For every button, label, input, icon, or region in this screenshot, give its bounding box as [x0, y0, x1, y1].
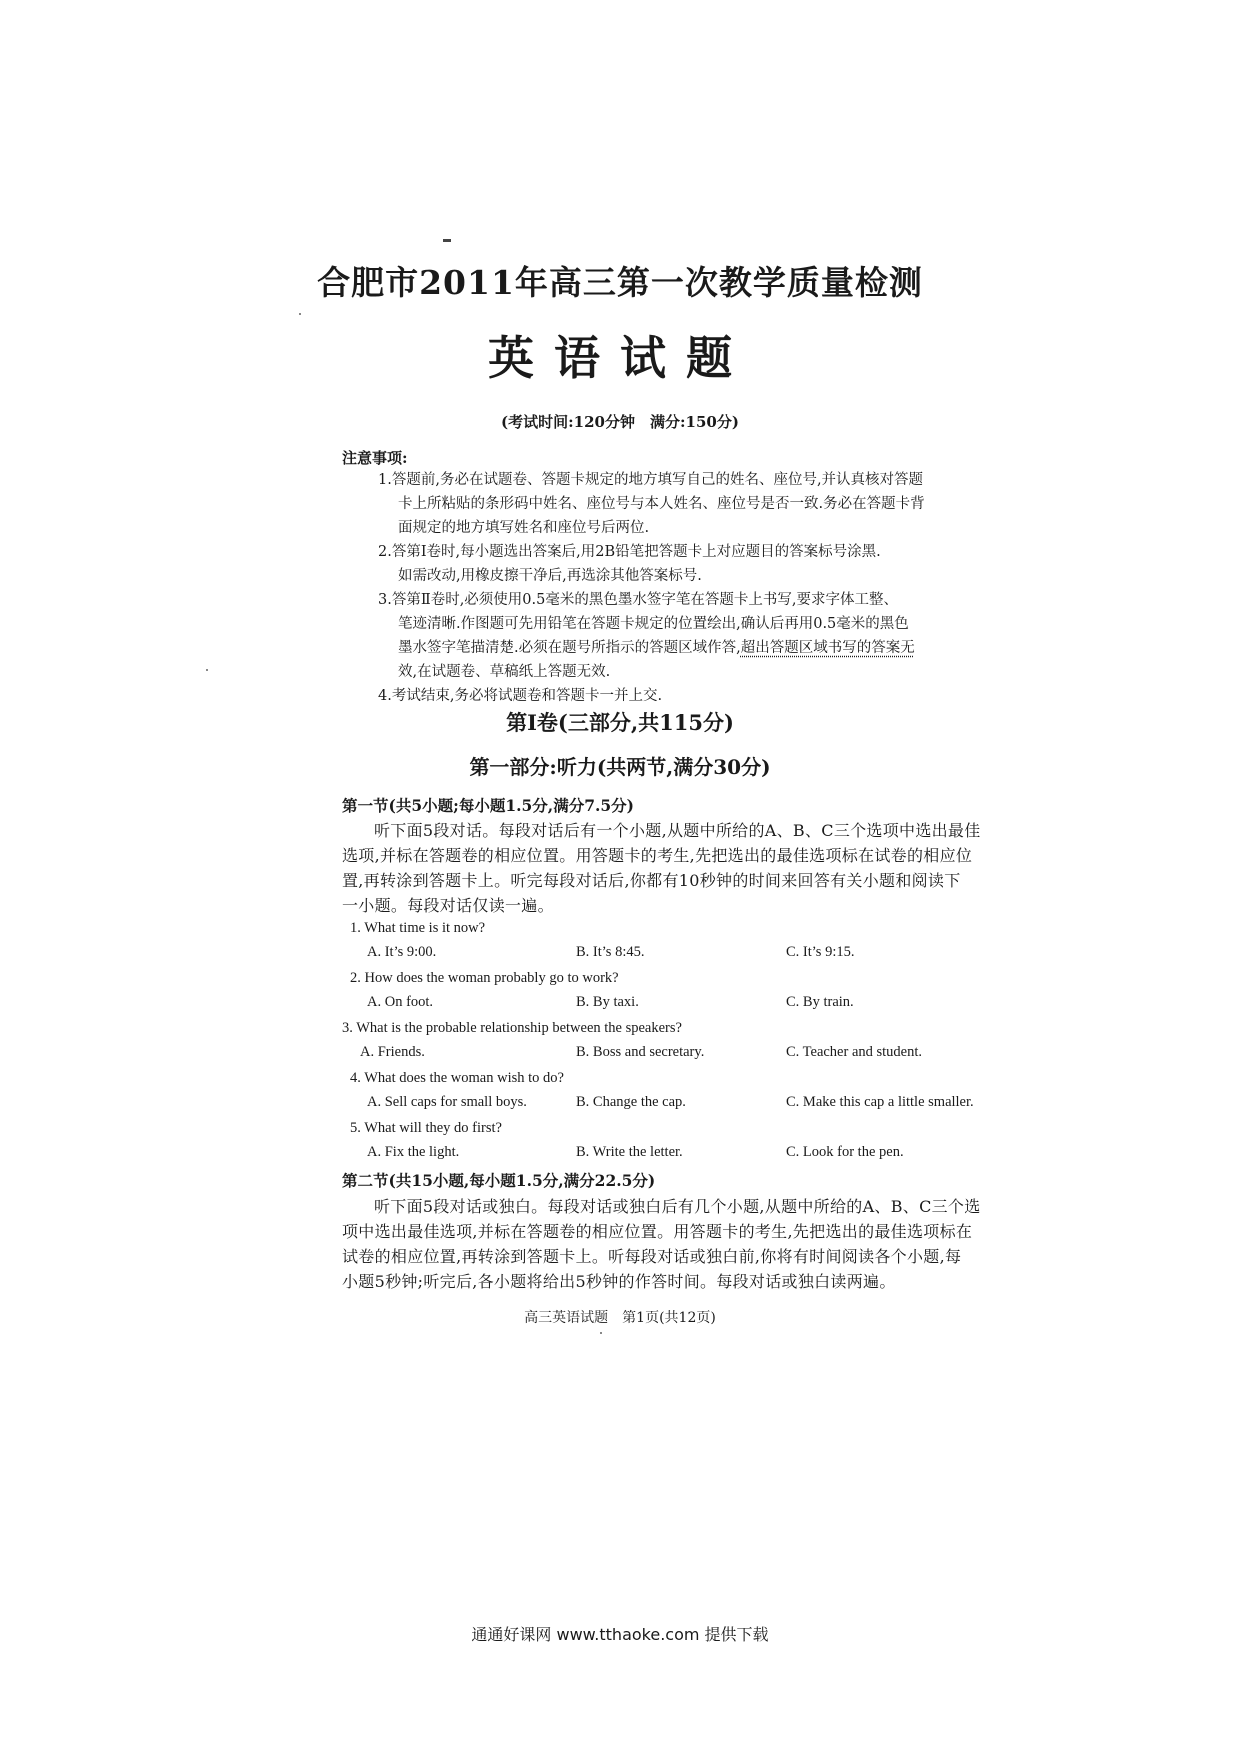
volume-title: 第Ⅰ卷(三部分,共115分): [506, 710, 734, 735]
question-5-option-a: A. Fix the light.: [367, 1144, 460, 1160]
exam-time-info: (考试时间:120分钟 满分:150分): [501, 413, 739, 431]
question-5-option-c: C. Look for the pen.: [786, 1144, 904, 1160]
notice-item-3-line-2: 笔迹清晰.作图题可先用铅笔在答题卡规定的位置绘出,确认后再用0.5毫米的黑色: [398, 616, 909, 632]
question-4-option-b: B. Change the cap.: [576, 1094, 686, 1110]
notice-item-3-line-1: 3.答第Ⅱ卷时,必须使用0.5毫米的黑色墨水签字笔在答题卡上书写,要求字体工整、: [378, 592, 898, 608]
section-2-heading: 第二节(共15小题,每小题1.5分,满分22.5分): [342, 1171, 656, 1190]
exam-title: 合肥市2011年高三第一次教学质量检测: [317, 263, 923, 302]
scan-speck: [600, 1332, 602, 1334]
question-1: 1. What time is it now?: [350, 920, 486, 936]
question-3: 3. What is the probable relationship between the speakers?: [342, 1020, 682, 1036]
question-3-option-a: A. Friends.: [360, 1044, 425, 1060]
notice-item-3-line-3: [398, 636, 915, 657]
section-2-paragraph-line: 小题5秒钟;听完后,各小题将给出5秒钟的作答时间。每段对话或独白读两遍。: [342, 1272, 896, 1291]
question-4-option-c: C. Make this cap a little smaller.: [786, 1094, 974, 1110]
scan-speck: [299, 313, 301, 315]
question-4: 4. What does the woman wish to do?: [350, 1070, 564, 1086]
section-2-paragraph-line: 项中选出最佳选项,并标在答题卷的相应位置。用答题卡的考生,先把选出的最佳选项标在: [342, 1222, 973, 1241]
question-2-option-a: A. On foot.: [367, 994, 434, 1010]
exam-subtitle: 英语试题: [488, 331, 752, 385]
notice-item-2-line-1: 2.答第Ⅰ卷时,每小题选出答案后,用2B铅笔把答题卡上对应题目的答案标号涂黑.: [378, 544, 881, 560]
notice-item-1-line-2: 卡上所粘贴的条形码中姓名、座位号与本人姓名、座位号是否一致.务必在答题卡背: [398, 496, 925, 512]
question-2: 2. How does the woman probably go to work?: [350, 970, 619, 986]
notice-item-2-line-2: 如需改动,用橡皮擦干净后,再选涂其他答案标号.: [398, 568, 702, 584]
section-1-paragraph-line: 置,再转涂到答题卡上。听完每段对话后,你都有10秒钟的时间来回答有关小题和阅读下: [342, 871, 961, 890]
question-4-option-a: A. Sell caps for small boys.: [367, 1094, 527, 1110]
notice-heading: 注意事项:: [342, 449, 408, 467]
question-1-option-a: A. It’s 9:00.: [367, 944, 437, 960]
section-1-heading: 第一节(共5小题;每小题1.5分,满分7.5分): [342, 796, 635, 815]
question-2-option-c: C. By train.: [786, 994, 854, 1010]
notice-item-4-line-1: 4.考试结束,务必将试题卷和答题卡一并上交.: [378, 688, 663, 704]
section-1-paragraph-line: 一小题。每段对话仅读一遍。: [342, 896, 554, 915]
question-3-option-c: C. Teacher and student.: [786, 1044, 923, 1060]
question-2-option-b: B. By taxi.: [576, 994, 639, 1010]
question-1-option-c: C. It’s 9:15.: [786, 944, 855, 960]
question-3-option-b: B. Boss and secretary.: [576, 1044, 705, 1060]
question-5: 5. What will they do first?: [350, 1120, 502, 1136]
part-title: 第一部分:听力(共两节,满分30分): [469, 755, 771, 779]
section-1-paragraph-line: 听下面5段对话。每段对话后有一个小题,从题中所给的A、B、C三个选项中选出最佳: [374, 821, 981, 840]
section-2-paragraph-line: 试卷的相应位置,再转涂到答题卡上。听每段对话或独白前,你将有时间阅读各个小题,每: [342, 1247, 962, 1266]
notice-item-3-line-3-text: 墨水签字笔描清楚.必须在题号所指示的答题区域作答,: [398, 640, 741, 656]
notice-item-3-emphasis: 超出答题区域书写的答案无: [740, 640, 915, 656]
section-1-paragraph-line: 选项,并标在答题卷的相应位置。用答题卡的考生,先把选出的最佳选项标在试卷的相应位: [342, 846, 973, 865]
notice-item-1-line-3: 面规定的地方填写姓名和座位号后两位.: [398, 520, 650, 536]
section-2-paragraph-line: 听下面5段对话或独白。每段对话或独白后有几个小题,从题中所给的A、B、C三个选: [374, 1197, 981, 1216]
scan-mark: [443, 239, 451, 242]
notice-item-1-line-1: 1.答题前,务必在试题卷、答题卡规定的地方填写自己的姓名、座位号,并认真核对答题: [378, 472, 924, 488]
page-footer: 高三英语试题 第1页(共12页): [524, 1310, 716, 1326]
notice-item-3-line-4: 效,在试题卷、草稿纸上答题无效.: [398, 664, 611, 680]
site-footer: 通通好课网 www.tthaoke.com 提供下载: [471, 1625, 769, 1644]
question-5-option-b: B. Write the letter.: [576, 1144, 683, 1160]
question-1-option-b: B. It’s 8:45.: [576, 944, 645, 960]
scan-speck: [206, 669, 208, 671]
